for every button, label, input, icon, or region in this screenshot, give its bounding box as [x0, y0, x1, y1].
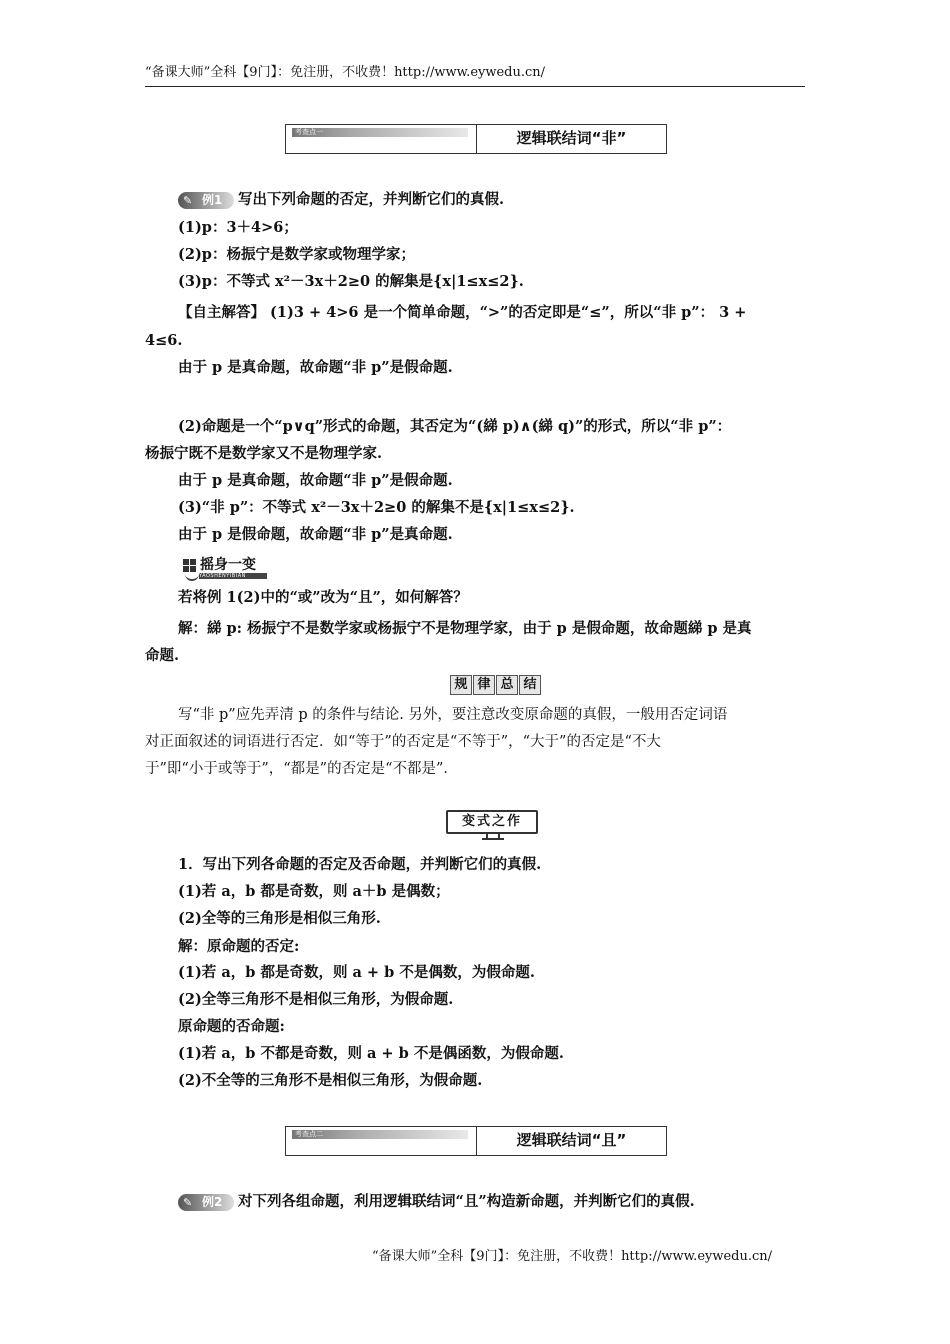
section-tag: 考查点一 [292, 128, 468, 137]
exercise-line: 原命题的否命题: [178, 1018, 285, 1035]
answer-line: (2)命题是一个“p∨q”形式的命题，其否定为“(綈 p)∧(綈 q)”的形式，所以“非 p”： [178, 418, 732, 435]
summary-heading [450, 675, 542, 695]
page-header: “备课大师”全科【9门】：免注册，不收费！http://www.eywedu.cn/ [145, 64, 805, 87]
example-badge: ✎ 例2 [178, 1194, 234, 1211]
section-box-2 [285, 1126, 667, 1156]
answer-line: 由于 p 是假命题，故命题“非 p”是真命题. [178, 526, 453, 543]
section-tag-cell [286, 1127, 477, 1155]
yaoshen-logo [183, 558, 269, 580]
section-title: 逻辑联结词“非” [516, 129, 627, 147]
example-2-question-line [178, 1192, 695, 1212]
exercise-line: 1．写出下列各命题的否定及否命题，并判断它们的真假. [178, 856, 542, 873]
summary-heading-char: 总 [496, 675, 518, 695]
summary-line: 于”即“小于或等于”，“都是”的否定是“不都是”． [145, 761, 458, 777]
variation-solution-line: 命题. [145, 647, 180, 664]
exercise-line: (2)全等三角形不是相似三角形，为假命题. [178, 991, 454, 1008]
section-tag-cell [286, 125, 477, 153]
pen-icon: ✎ [183, 1195, 193, 1209]
exercise-line: 解：原命题的否定: [178, 938, 300, 955]
answer-line: 杨振宁既不是数学家又不是物理学家. [145, 445, 383, 462]
answer-line: (3)“非 p”：不等式 x²－3x＋2≥0 的解集不是{x|1≤x≤2}. [178, 499, 575, 516]
variation-solution-line: 解：綈 p: 杨振宁不是数学家或杨振宁不是物理学家，由于 p 是假命题，故命题綈 p 是真 [178, 620, 752, 637]
example-1-question-line [178, 190, 504, 210]
section-box-1 [285, 124, 667, 154]
summary-heading-char: 结 [519, 675, 541, 695]
example-1-item: (1)p：3＋4>6； [178, 219, 298, 236]
yaoshen-pinyin: YAOSHENYIBIAN [199, 573, 267, 579]
answer-line: 由于 p 是真命题，故命题“非 p”是假命题. [178, 359, 453, 376]
section-title: 逻辑联结词“且” [516, 1131, 627, 1149]
answer-line: 由于 p 是真命题，故命题“非 p”是假命题. [178, 472, 453, 489]
exercise-line: (1)若 a，b 都是奇数，则 a＋b 是偶数； [178, 883, 450, 900]
answer-line: 【自主解答】 (1)3 + 4>6 是一个简单命题，“>”的否定即是“≤”，所以“非 p”： 3 + [178, 304, 747, 321]
example-1-item: (2)p：杨振宁是数学家或物理学家； [178, 246, 415, 263]
pen-icon: ✎ [183, 193, 193, 207]
yaoshen-title: 摇身一变 [200, 557, 256, 573]
example-1-item: (3)p：不等式 x²－3x＋2≥0 的解集是{x|1≤x≤2}. [178, 273, 524, 290]
variation-question: 若将例 1(2)中的“或”改为“且”，如何解答？ [178, 589, 468, 606]
exercise-line: (1)若 a，b 都是奇数，则 a + b 不是偶数，为假命题. [178, 964, 535, 981]
summary-heading-char: 规 [450, 675, 472, 695]
summary-line: 对正面叙述的词语进行否定．如“等于”的否定是“不等于”，“大于”的否定是“不大 [145, 734, 661, 750]
variant-exercise-heading [446, 808, 538, 842]
example-badge: ✎ 例1 [178, 192, 234, 209]
exercise-line: (2)全等的三角形是相似三角形. [178, 910, 381, 927]
section-tag: 考查点二 [292, 1130, 468, 1139]
example-1-question: 写出下列命题的否定，并判断它们的真假. [238, 191, 505, 208]
exercise-line: (2)不全等的三角形不是相似三角形，为假命题. [178, 1072, 483, 1089]
page-footer: “备课大师”全科【9门】：免注册，不收费！http://www.eywedu.cn/ [372, 1249, 773, 1264]
example-2-question: 对下列各组命题，利用逻辑联结词“且”构造新命题，并判断它们的真假. [238, 1193, 695, 1210]
summary-heading-char: 律 [473, 675, 495, 695]
summary-line: 写“非 p”应先弄清 p 的条件与结论. 另外，要注意改变原命题的真假，一般用否定词语 [178, 707, 728, 723]
answer-line: 4≤6. [145, 332, 183, 349]
variant-exercise-title: 变式之作 [446, 810, 538, 834]
exercise-line: (1)若 a，b 不都是奇数，则 a + b 不是偶函数，为假命题. [178, 1045, 564, 1062]
